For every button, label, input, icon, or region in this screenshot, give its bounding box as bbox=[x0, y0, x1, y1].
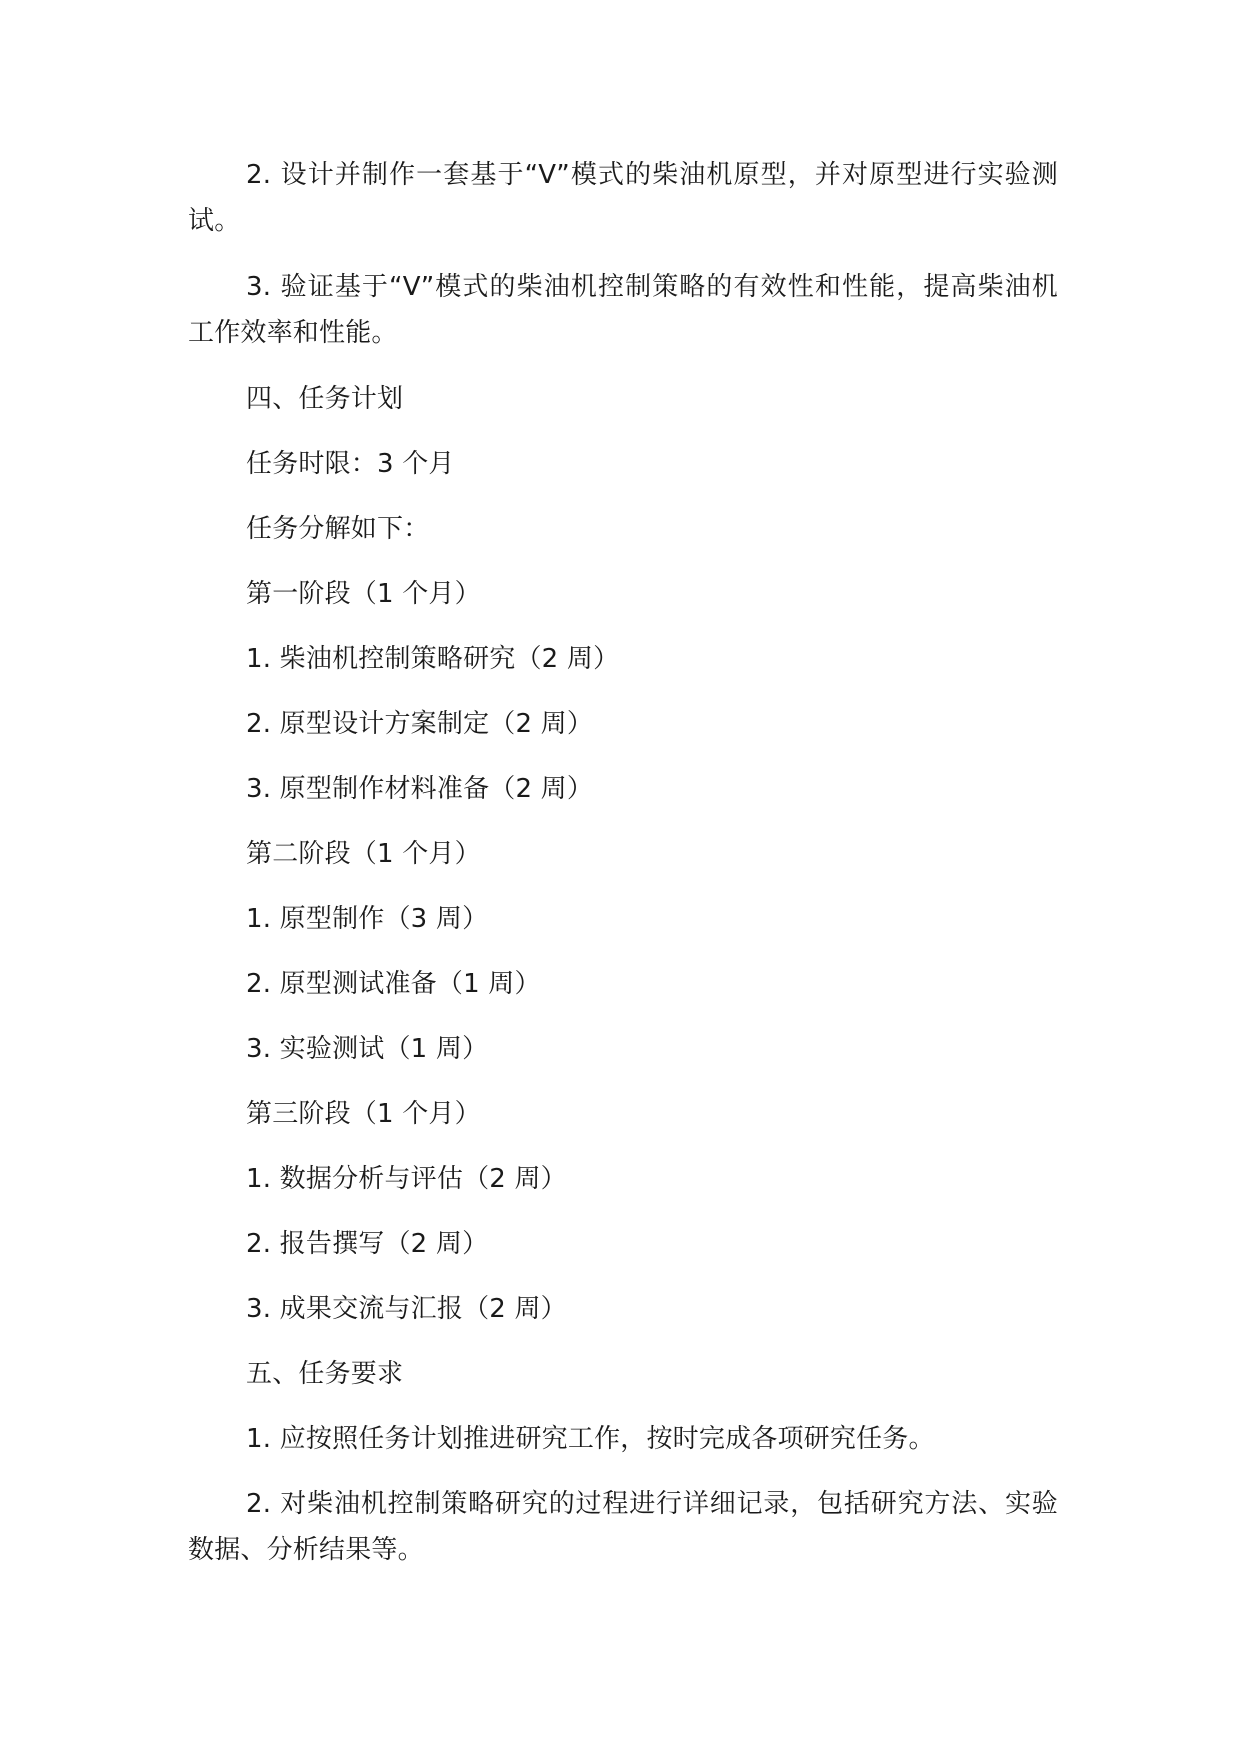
phase-1-item-1: 1. 柴油机控制策略研究（2 周） bbox=[246, 644, 620, 674]
section-heading-task-plan: 四、任务计划 bbox=[246, 384, 404, 414]
phase-1-item-2: 2. 原型设计方案制定（2 周） bbox=[246, 709, 594, 739]
requirement-item-2: 2. 对柴油机控制策略研究的过程进行详细记录，包括研究方法、实验数据、分析结果等。 bbox=[188, 1489, 1058, 1565]
phase-2-item-3: 3. 实验测试（1 周） bbox=[246, 1034, 489, 1064]
section-heading-task-requirements: 五、任务要求 bbox=[246, 1359, 404, 1389]
phase-1-heading: 第一阶段（1 个月） bbox=[246, 579, 481, 609]
document-body bbox=[188, 152, 1058, 1593]
phase-3-heading: 第三阶段（1 个月） bbox=[246, 1099, 481, 1129]
phase-2-heading: 第二阶段（1 个月） bbox=[246, 839, 481, 869]
phase-3-item-1: 1. 数据分析与评估（2 周） bbox=[246, 1164, 567, 1194]
requirement-item-1: 1. 应按照任务计划推进研究工作，按时完成各项研究任务。 bbox=[246, 1424, 935, 1454]
phase-3-item-3: 3. 成果交流与汇报（2 周） bbox=[246, 1294, 567, 1324]
task-breakdown-intro: 任务分解如下： bbox=[246, 514, 430, 544]
phase-3-item-2: 2. 报告撰写（2 周） bbox=[246, 1229, 489, 1259]
phase-2-item-2: 2. 原型测试准备（1 周） bbox=[246, 969, 541, 999]
phase-2-item-1: 1. 原型制作（3 周） bbox=[246, 904, 489, 934]
task-duration: 任务时限：3 个月 bbox=[246, 449, 455, 479]
phase-1-item-3: 3. 原型制作材料准备（2 周） bbox=[246, 774, 594, 804]
objective-item-3: 3. 验证基于“V”模式的柴油机控制策略的有效性和性能，提高柴油机工作效率和性能。 bbox=[188, 272, 1058, 348]
objective-item-2: 2. 设计并制作一套基于“V”模式的柴油机原型，并对原型进行实验测试。 bbox=[188, 160, 1058, 236]
